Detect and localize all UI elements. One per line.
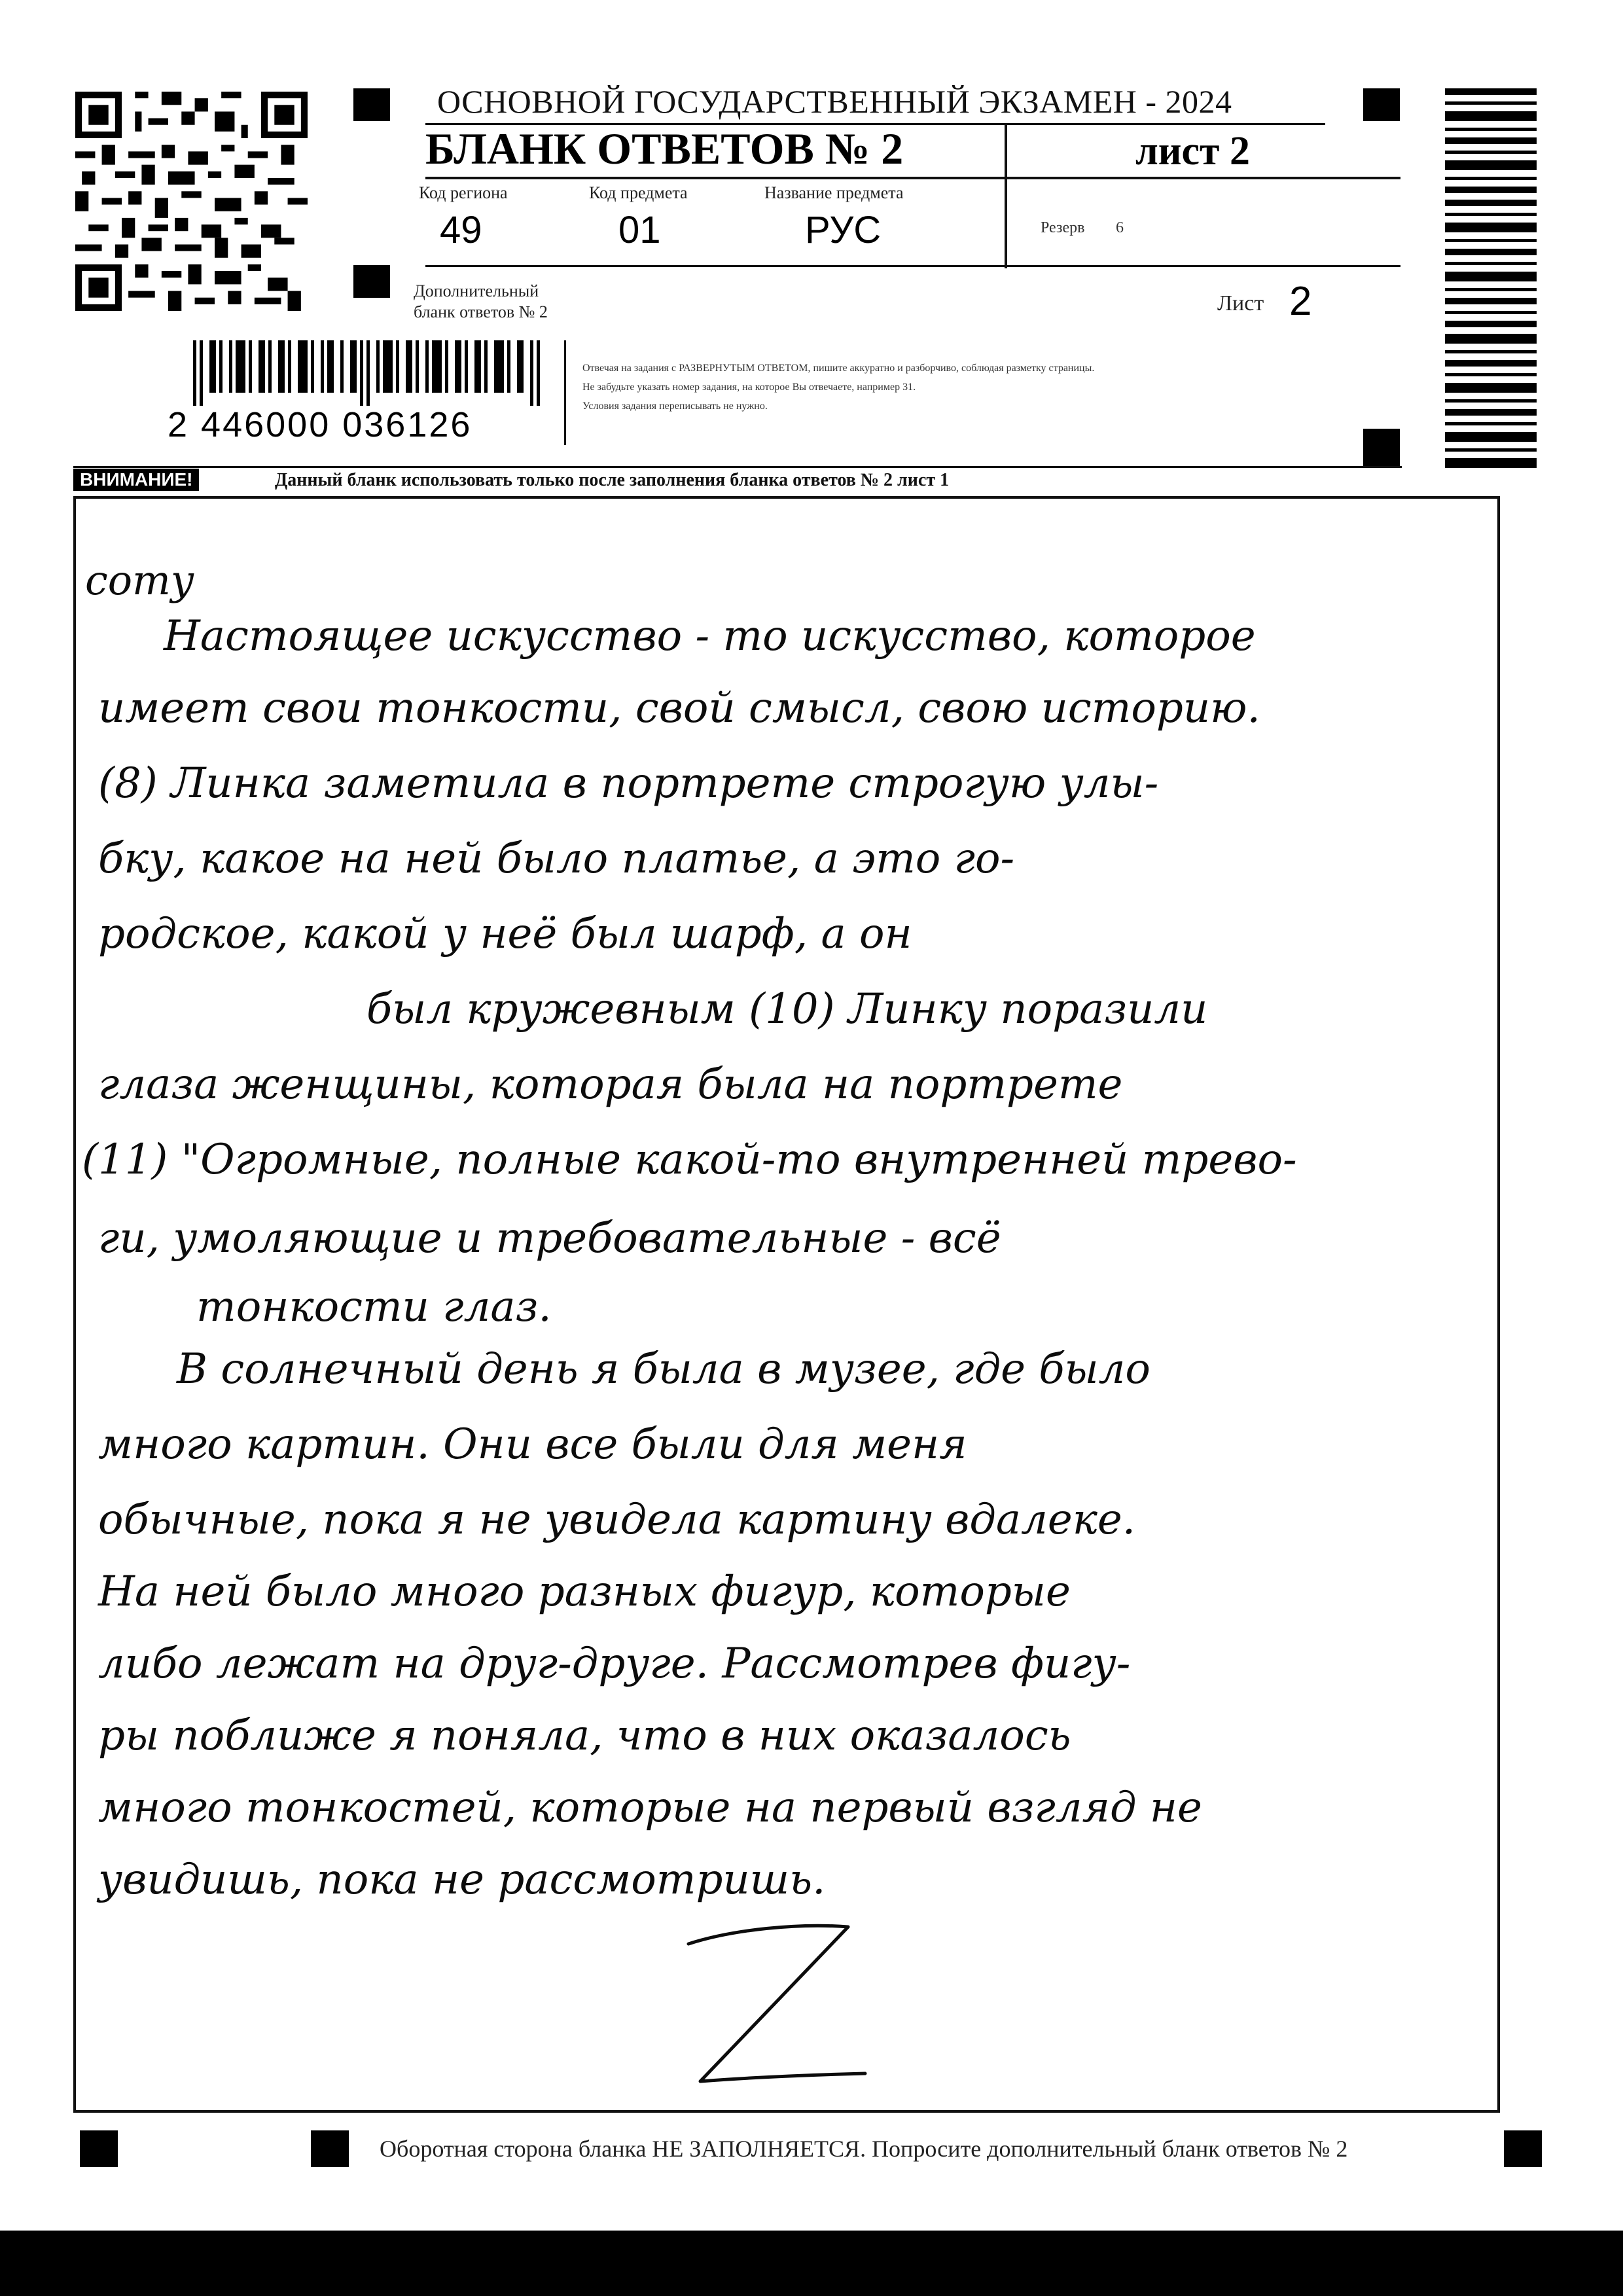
region-label: Код региона	[419, 183, 508, 202]
answer-line: На ней было много разных фигур, которые	[98, 1568, 1071, 1616]
warning-badge: ВНИМАНИЕ!	[73, 469, 199, 491]
answer-line: был кружевным (10) Линку поразили	[366, 985, 1208, 1033]
header-divider	[564, 340, 566, 445]
scan-edge	[0, 2231, 1623, 2296]
region-value: 49	[440, 209, 482, 251]
alignment-marker	[1363, 429, 1400, 467]
answer-line: много тонкостей, которые на первый взгляд не	[98, 1784, 1202, 1832]
exam-title: ОСНОВНОЙ ГОСУДАРСТВЕННЫЙ ЭКЗАМЕН - 2024	[437, 83, 1232, 120]
sheet-title: лист 2	[1135, 129, 1250, 173]
header-rule	[425, 177, 1400, 179]
footer-note: Оборотная сторона бланка НЕ ЗАПОЛНЯЕТСЯ. Попросите дополнительный бланк ответов № 2	[380, 2136, 1348, 2162]
header-rule	[425, 265, 1400, 267]
reserve-value: 6	[1116, 219, 1124, 236]
barcode	[193, 340, 540, 406]
warning-text: Данный бланк использовать только после заполнения бланка ответов № 2 лист 1	[275, 470, 950, 490]
subject-name-value: РУС	[805, 209, 882, 251]
subject-code-value: 01	[618, 209, 661, 251]
alignment-marker	[311, 2130, 349, 2167]
answer-line: увидишь, пока не рассмотришь.	[98, 1856, 826, 1904]
answer-line: ры поближе я поняла, что в них оказалось	[98, 1712, 1071, 1760]
answer-line: (11) "Огромные, полные какой-то внутренней трево-	[82, 1136, 1297, 1184]
answer-line: Настоящее искусство - то искусство, которое	[164, 612, 1256, 660]
answer-line: имеет свои тонкости, свой смысл, свою историю.	[98, 684, 1260, 732]
alignment-marker	[1363, 88, 1400, 121]
alignment-marker	[1504, 2130, 1542, 2167]
answer-line: обычные, пока я не увидела картину вдалеке.	[98, 1496, 1136, 1544]
z-closing-mark	[674, 1918, 870, 2108]
list-value: 2	[1289, 279, 1312, 324]
answer-line: тонкости глаз.	[196, 1283, 552, 1331]
answer-line: родское, какой у неё был шарф, а он	[98, 910, 912, 958]
subject-name-label: Название предмета	[764, 183, 904, 202]
warning-top-rule	[73, 466, 1402, 468]
answer-line: ги, умоляющие и требовательные - всё	[98, 1214, 1001, 1263]
alignment-marker	[80, 2130, 118, 2167]
additional-label: бланк ответов № 2	[414, 302, 548, 321]
subject-code-label: Код предмета	[589, 183, 688, 202]
additional-label: Дополнительный	[414, 281, 539, 300]
answer-line: бку, какое на ней было платье, а это го-	[98, 834, 1015, 883]
answer-line: сотy	[85, 556, 194, 604]
alignment-marker	[353, 88, 390, 121]
side-barcode	[1445, 88, 1537, 468]
answer-line: В солнечный день я была в музее, где было	[177, 1345, 1150, 1393]
instruction-line: Условия задания переписывать не нужно.	[582, 401, 768, 412]
answer-line: глаза женщины, которая была на портрете	[98, 1060, 1123, 1109]
answer-line: много картин. Они все были для меня	[98, 1420, 967, 1469]
instruction-line: Не забудьте указать номер задания, на которое Вы отвечаете, например 31.	[582, 382, 916, 393]
barcode-number: 2 446000 036126	[168, 405, 473, 444]
list-label: Лист	[1217, 291, 1264, 315]
instructions	[582, 359, 1094, 416]
qr-code	[75, 92, 308, 311]
answer-line: либо лежат на друг-друге. Рассмотрев фигу-	[98, 1640, 1131, 1688]
instruction-line: Отвечая на задания с РАЗВЕРНУТЫМ ОТВЕТОМ, пишите аккуратно и разборчиво, соблюдая разметку страницы.	[582, 363, 1095, 374]
header-divider	[1005, 123, 1007, 268]
answer-line: (8) Линка заметила в портрете строгую улы-	[98, 759, 1159, 808]
alignment-marker	[353, 265, 390, 298]
form-title: БЛАНК ОТВЕТОВ № 2	[425, 124, 904, 173]
reserve-label: Резерв	[1041, 219, 1085, 236]
